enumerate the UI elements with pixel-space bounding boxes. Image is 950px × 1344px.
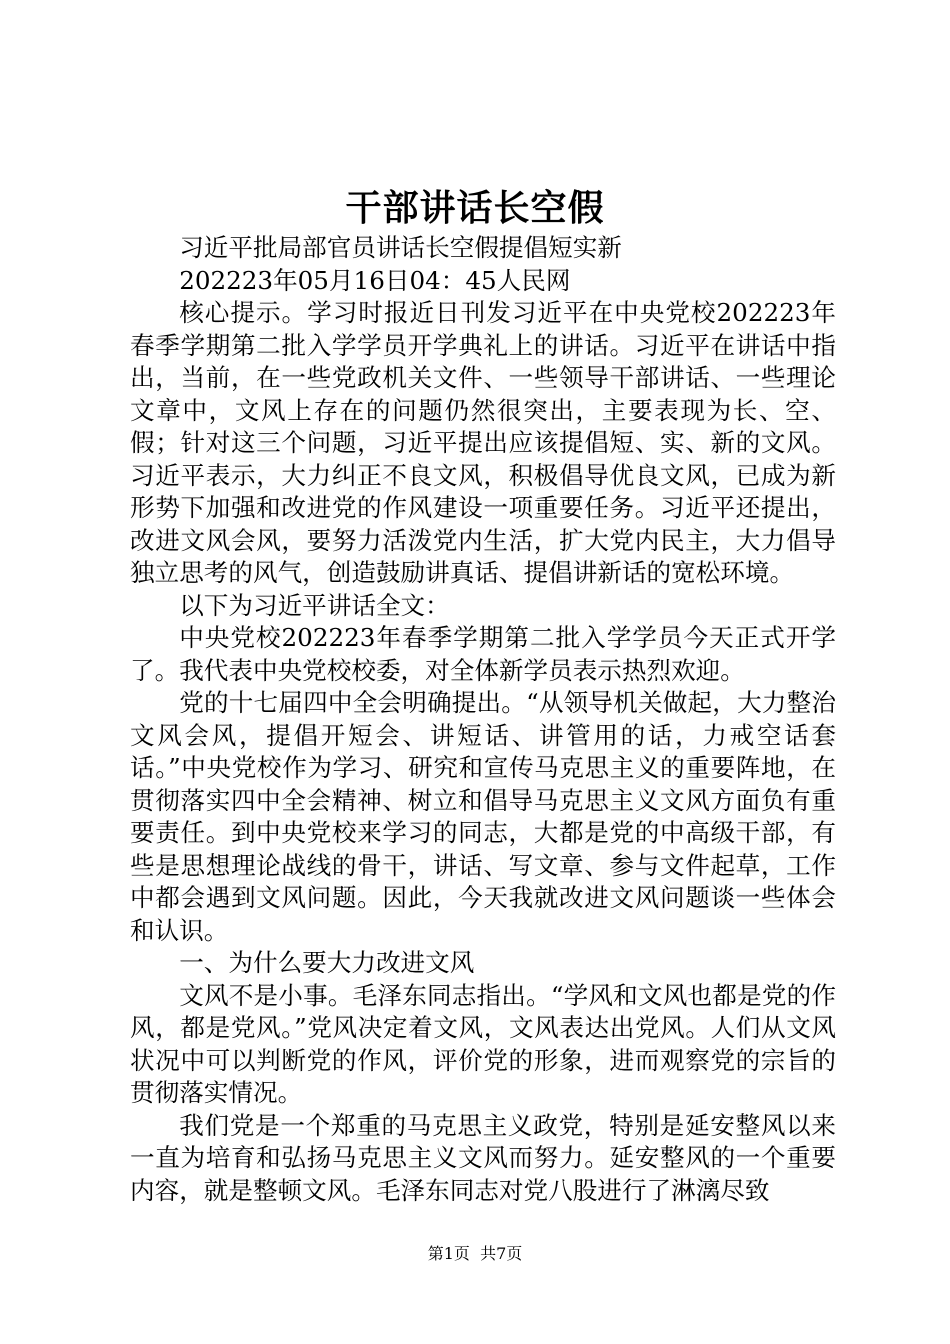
document-title: 干部讲话长空假 [345,187,605,229]
page-total: 共7页 [480,1244,523,1263]
paragraph: 中央党校202223年春季学期第二批入学学员今天正式开学了。我代表中央党校校委，对全体新学员表示热烈欢迎。 [130,623,836,685]
paragraph: 202223年05月16日04：45人民网 [179,265,571,295]
document-body [130,232,836,1207]
paragraph: 以下为习近平讲话全文： [179,590,450,620]
section-heading: 一、为什么要大力改进文风 [179,948,475,977]
paragraph: 党的十七届四中全会明确提出。“从领导机关做起，大力整治文风会风，提倡开短会、讲短话、讲管用的话，力戒空话套话。”中央党校作为学习、研究和宣传马克思主义的重要阵地，在贯彻落实四中全会精神、树立和倡导马克思主义文风方面负有重要责任。到中央党校来学习的同志，大都是党的中高级干部，有些是思想理论战线的骨干，讲话、写文章、参与文件起草，工作中都会遇到文风问题。因此，今天我就改进文风问题谈一些体会和认识。 [130,688,836,945]
paragraph: 我们党是一个郑重的马克思主义政党，特别是延安整风以来一直为培育和弘扬马克思主义文风而努力。延安整风的一个重要内容，就是整顿文风。毛泽东同志对党八股进行了淋漓尽致 [130,1110,836,1205]
page-number: 第1页 [427,1244,470,1263]
page-footer [0,1243,950,1265]
paragraph: 习近平批局部官员讲话长空假提倡短实新 [179,233,622,262]
paragraph: 核心提示。学习时报近日刊发习近平在中央党校202223年春季学期第二批入学学员开学典礼上的讲话。习近平在讲话中指出，当前，在一些党政机关文件、一些领导干部讲话、一些理论文章中，文风上存在的问题仍然很突出，主要表现为长、空、假；针对这三个问题，习近平提出应该提倡短、实、新的文风。习近平表示，大力纠正不良文风，积极倡导优良文风，已成为新形势下加强和改进党的作风建设一项重要任务。习近平还提出，改进文风会风，要努力活泼党内生活，扩大党内民主，大力倡导独立思考的风气，创造鼓励讲真话、提倡讲新话的宽松环境。 [130,298,836,587]
paragraph: 文风不是小事。毛泽东同志指出。“学风和文风也都是党的作风，都是党风。”党风决定着文风，文风表达出党风。人们从文风状况中可以判断党的作风，评价党的形象，进而观察党的宗旨的贯彻落实情况。 [130,980,836,1107]
